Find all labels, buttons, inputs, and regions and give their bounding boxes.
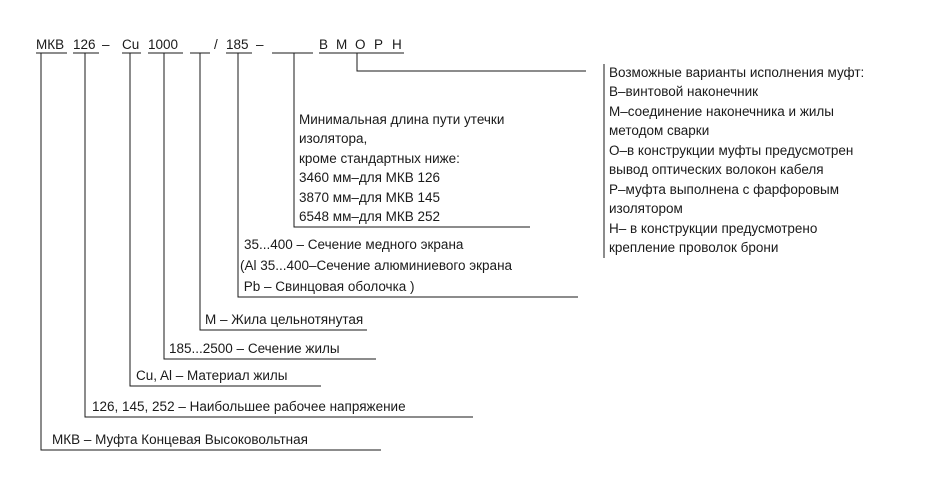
- label-creepage-line: Минимальная длина пути утечки: [299, 112, 505, 127]
- label-creepage-line: 3460 мм–для МКВ 126: [299, 170, 441, 185]
- code-option-o: О: [355, 37, 366, 52]
- code-material: Cu: [122, 37, 140, 52]
- label-options-line: В–винтовой наконечник: [609, 84, 759, 99]
- designation-code: [36, 37, 402, 52]
- label-options-line: О–в конструкции муфты предусмотрен: [609, 143, 854, 158]
- label-options-line: вывод оптических волокон кабеля: [609, 162, 824, 177]
- label-mkv: МКВ – Муфта Концевая Высоковольтная: [52, 432, 308, 447]
- label-options-line: Возможные варианты исполнения муфт:: [609, 65, 865, 80]
- leader-material: [130, 53, 321, 386]
- code-option-r: Р: [374, 37, 384, 52]
- code-section: 1000: [148, 37, 179, 52]
- label-creepage-line: изолятора,: [299, 131, 368, 146]
- label-creepage-block: [299, 112, 504, 224]
- label-options-line: изолятором: [609, 201, 683, 216]
- code-dash-2: –: [256, 37, 264, 52]
- leader-options: [357, 53, 586, 71]
- leader-voltage: [85, 53, 473, 417]
- label-options-line: крепление проволок брони: [609, 240, 779, 255]
- code-screen: 185: [226, 37, 249, 52]
- label-core: М – Жила цельнотянутая: [205, 312, 364, 327]
- label-creepage-line: кроме стандартных ниже:: [299, 151, 460, 166]
- code-option-v: В: [319, 37, 329, 52]
- label-options-line: методом сварки: [609, 123, 710, 138]
- label-options-block: [609, 65, 864, 255]
- label-screen-line: (Al 35...400–Сечение алюминиевого экрана: [240, 258, 513, 273]
- label-creepage-line: 3870 мм–для МКВ 145: [299, 190, 441, 205]
- code-dash-1: –: [102, 37, 110, 52]
- label-options-line: Н– в конструкции предусмотрено: [609, 221, 818, 236]
- label-screen-line: Pb – Свинцовая оболочка ): [240, 279, 415, 294]
- label-material: Cu, Al – Материал жилы: [136, 368, 288, 383]
- code-option-m: М: [336, 37, 348, 52]
- label-screen-line: 35...400 – Сечение медного экрана: [244, 237, 464, 252]
- label-options-line: М–соединение наконечника и жилы: [609, 104, 834, 119]
- label-creepage-line: 6548 мм–для МКВ 252: [299, 209, 441, 224]
- label-options-line: Р–муфта выполнена с фарфоровым: [609, 182, 840, 197]
- label-voltage: 126, 145, 252 – Наибольшее рабочее напряжение: [92, 399, 406, 414]
- label-section: 185...2500 – Сечение жилы: [169, 341, 340, 356]
- code-mkv: МКВ: [36, 37, 65, 52]
- code-voltage: 126: [73, 37, 96, 52]
- label-screen-block: [240, 237, 513, 294]
- code-option-n: Н: [392, 37, 402, 52]
- code-slash: /: [214, 37, 218, 52]
